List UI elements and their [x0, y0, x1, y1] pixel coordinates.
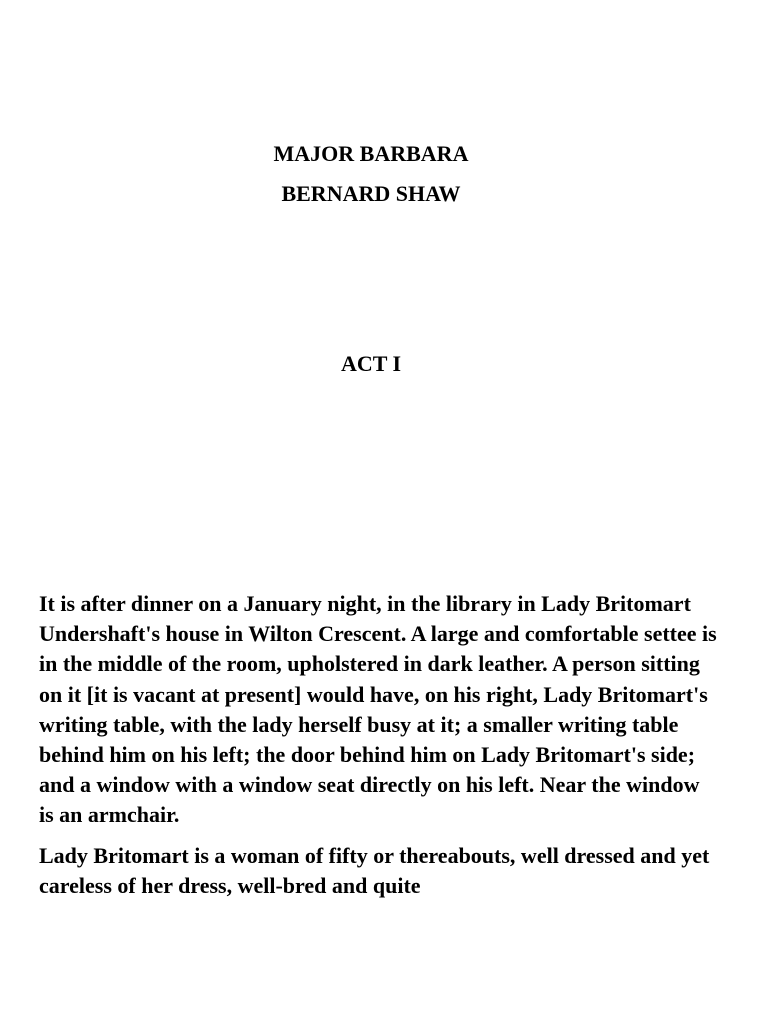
author-name: BERNARD SHAW: [281, 181, 461, 206]
paragraph: It is after dinner on a January night, in the library in Lady Britomart Undershaft's house in Wilton Crescent. A large and comfortable settee is in the middle of the room, upholstered in dark leather. A person sitting on it [it is vacant at present] would have, on his right, Lady Britomart's writing table, with the lady herself busy at it; a smaller writing table behind him on his left; the door behind him on Lady Britomart's side; and a window with a window seat directly on his left. Near the window is an armchair.: [39, 591, 717, 828]
body-text: [39, 589, 719, 911]
book-title: MAJOR BARBARA: [273, 141, 469, 166]
act-heading: ACT I: [340, 351, 402, 376]
paragraph: Lady Britomart is a woman of fifty or thereabouts, well dressed and yet careless of her dress, well-bred and quite: [39, 842, 710, 898]
